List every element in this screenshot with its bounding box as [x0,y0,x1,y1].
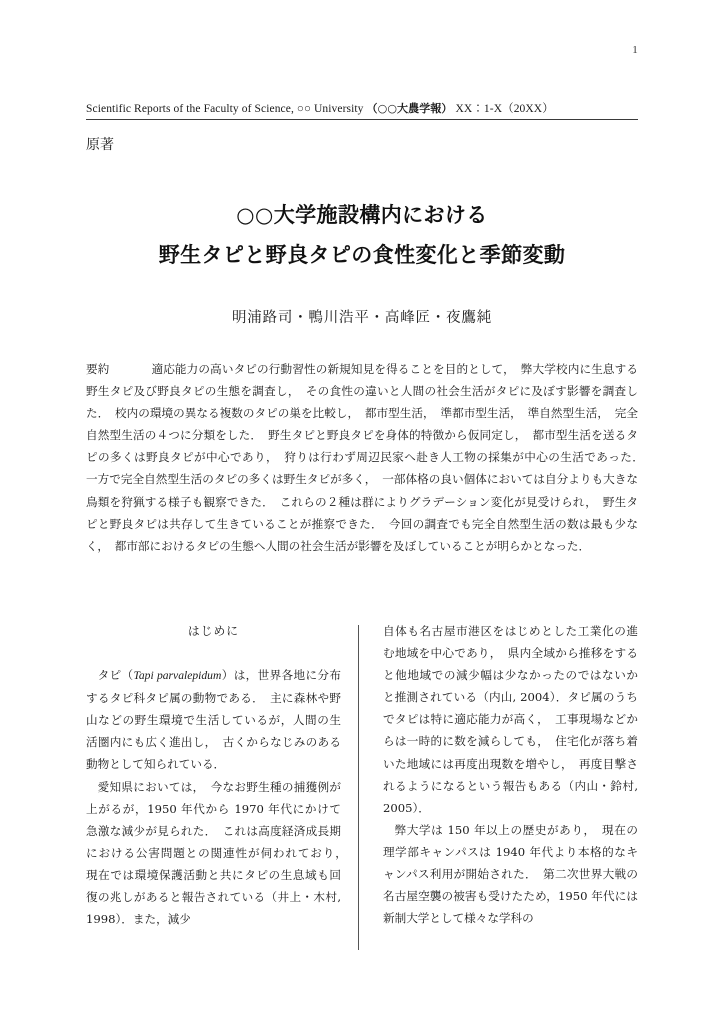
section-heading-introduction: はじめに [187,624,240,638]
journal-name-jp: （○○大農学報） [366,102,453,115]
journal-name-en: Scientific Reports of the Faculty of Science, ○○ University [86,103,364,115]
journal-header [86,100,638,120]
journal-volume-pages: XX：1-X（20XX） [455,103,554,115]
right-column [383,620,638,929]
left-column-paragraph-2: 愛知県においては， 今なお野生種の捕獲例が上がるが，1950 年代から 1970 年代にかけて急激な減少が見られた． これは高度経済成長期における公害問題との関連性が伺われており， 現在では環境保護活動と共にタピの生息域も回復の兆しがあると報告されている（井上・木村, 1998）．また，減少 [86,779,353,927]
page-number: 1 [632,44,638,56]
article-type-label: 原著 [86,137,114,153]
abstract-block [86,358,650,557]
left-column-paragraph-1 [86,664,341,775]
right-column-paragraph-2: 弊大学は 150 年以上の歴史があり， 現在の理学部キャンパスは 1940 年代より本格的なキャンパス利用が開始された． 第二次世界大戦の名古屋空襲の被害も受けたため，1950 年代には新制大学として様々な学科の [383,822,638,926]
author-list: 明浦路司・鴨川浩平・高峰匠・夜鷹純 [231,310,493,326]
abstract-text: 適応能力の高いタピの行動習性の新規知見を得ることを目的として， 弊大学校内に生息する野生タピ及び野良タピの生態を調査し， その食性の違いと人間の社会生活がタピに及ぼす影響を調査した． 校内の環境の異なる複数のタピの巣を比較し， 都市型生活， 準都市型生活， 準自然型生活， 完全自然型生活の４つに分類をした． 野生タピと野良タピを身体的特徴から仮同定し， 都市型生活を送るタピの多くは野良タピが中心であり， 狩りは行わず周辺民家へ赴き人工物の採集が中心の生活であった． 一方で完全自然型生活のタピの多くは野生タピが多く， 一部体格の良い個体においては自分よりも大きな鳥類を狩猟する様子も観察できた． これらの２種は群によりグラデーション変化が見受けられ， 野生タピと野良タピは共存して生きていることが推察できた． 今回の調査でも完全自然型生活の数は最も少なく， 都市部におけるタピの生態へ人間の社会生活が影響を及ぼしていることが明らかとなった． [86,362,650,553]
left-column [86,620,353,930]
species-scientific-name: Tapi parvalepidum [133,669,222,683]
column-divider [358,625,359,950]
right-column-paragraph-1: 自体も名古屋市港区をはじめとした工業化の進む地域を中心であり， 県内全域から推移をすると他地域での減少幅は少なかったのではないかと推測されている（内山, 2004）．タピ属のうちでタピは特に適応能力が高く， 工事現場などからは一時的に数を減らしても， 住宅化が落ち着いた地域には再度出現数を増やし， 再度目撃されるようになるという報告もある（内山・鈴村, 2005）． [383,624,638,815]
title-line-1: ○○大学施設構内における [236,203,488,227]
paragraph-text-before-species: タピ（ [97,668,134,683]
body-columns [86,620,638,960]
abstract-label: 要約 [86,362,110,376]
title-line-2: 野生タピと野良タピの食性変化と季節変動 [158,243,566,267]
paper-title [62,195,662,275]
paragraph-text-after-species: ）は，世界各地に分布するタピ科タピ属の動物である． 主に森林や野山などの野生環境で生活しているが，人間の生活圏内にも広く進出し， 古くからなじみのある動物として知られている． [86,668,341,772]
